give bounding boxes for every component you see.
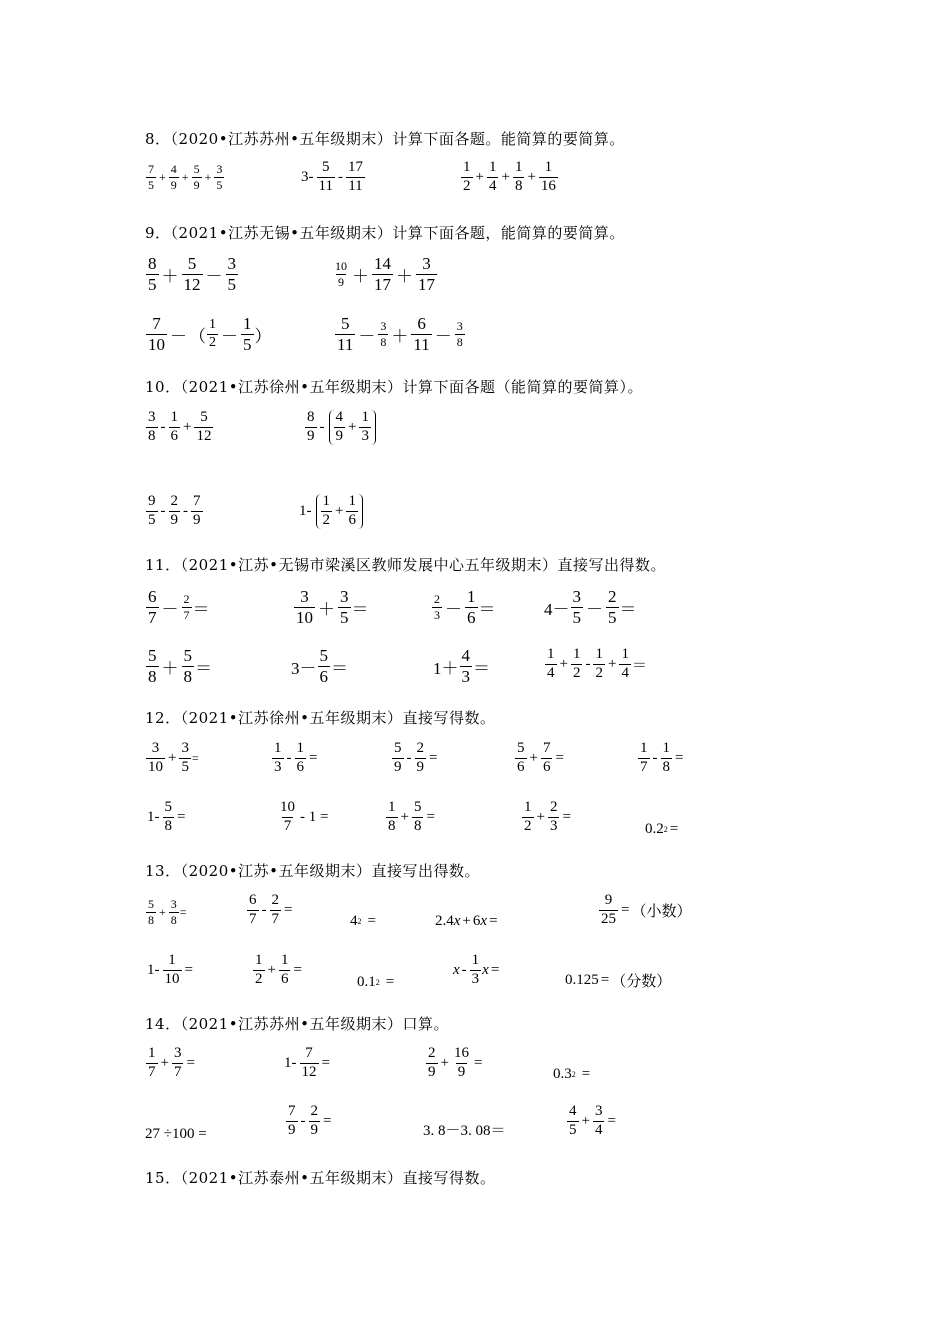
question-14: 14．（2021•江苏苏州•五年级期末）口算。 [145, 1015, 449, 1033]
q13-expr-1: 5 8 + $\frac{3}{8}$ = [148, 897, 187, 927]
q14-expr-5: 27 ÷100 = [145, 1126, 207, 1142]
q12-expr-3: 5 9 - $\frac{2}{9}$ = [394, 740, 438, 775]
question-13: 13．（2020•江苏•五年级期末）直接写出得数。 [145, 862, 480, 880]
q12-expr-4: 5 6 + $\frac{7}{6}$ = [517, 740, 564, 775]
question-15: 15．（2021•江苏泰州•五年级期末）直接写得数。 [145, 1169, 496, 1187]
q13-expr-6: 1- $\frac{1}{10}$ = [147, 952, 193, 987]
q12-expr-7: 10 7 - 1 = [280, 799, 329, 834]
q8-expr-3: 1 2 + $\frac{1}{4}$ + $\frac{1}{8}$ + $\frac{1}{16}$ [463, 159, 556, 194]
q11-expr-6: 3－ 5 6 ＝ [291, 646, 348, 686]
q13-expr-8: 0.1 2 = [357, 974, 395, 990]
q9-expr-3: 7 10 － （ 1 2 － 1 5 ） [148, 314, 272, 354]
q10-expr-2: 8 9 - 4 9 + $\frac{1}{3}$ [304, 410, 378, 445]
q13-expr-7: 1 2 + $\frac{1}{6}$ = [255, 952, 302, 987]
q14-expr-1: 1 7 + $\frac{3}{7}$ = [148, 1045, 195, 1080]
q14-expr-3: 2 9 + $\frac{16}{9}$ = [428, 1045, 483, 1080]
q13-expr-3: 4 2 = [350, 913, 376, 929]
question-8: 8．（2020•江苏苏州•五年级期末）计算下面各题。能简算的要简算。 [145, 130, 625, 148]
question-11: 11．（2021•江苏•无锡市梁溪区教师发展中心五年级期末）直接写出得数。 [145, 556, 666, 574]
q11-expr-8: 1 4 + $\frac{1}{2}$ - 1 2 + $\frac{1}{4}$ ＝ [547, 646, 647, 681]
q9-expr-2: 10 9 ＋ 14 17 ＋ 3 17 [335, 254, 435, 294]
q14-expr-7: 3. 8－3. 08＝ [423, 1123, 506, 1139]
q11-expr-3: 2 3 － 1 6 ＝ [434, 587, 496, 627]
q12-expr-10: 0.2 2 = [645, 821, 679, 837]
q8-expr-2: 3- 5 11 - 17 11 [301, 159, 363, 194]
q12-expr-6: 1- $\frac{5}{8}$ = [147, 799, 186, 834]
q10-expr-3: 9 5 - 2 9 - 7 9 [148, 493, 201, 528]
question-10: 10．（2021•江苏徐州•五年级期末）计算下面各题（能简算的要简算）。 [145, 378, 643, 396]
q13-expr-4: 2.4 x + 6 x = [435, 913, 498, 929]
q10-expr-4: 1- 1 2 + $\frac{1}{6}$ [297, 494, 365, 529]
q8-expr-1: 7 5 + $\frac{4}{9}$ + $\frac{5}{9}$ + $\frac{3}{5}$ [148, 162, 223, 192]
q12-expr-9: 1 2 + $\frac{2}{3}$ = [524, 799, 571, 834]
q13-expr-10: 0.125 = （分数） [565, 972, 672, 990]
q14-expr-6: 7 9 - $\frac{2}{9}$ = [288, 1103, 332, 1138]
q13-expr-9: x - 1 3 x = [453, 952, 500, 987]
q12-expr-8: 1 8 + $\frac{5}{8}$ = [388, 799, 435, 834]
q14-expr-2: 1- $\frac{7}{12}$ = [284, 1045, 330, 1080]
q11-expr-2: 3 10 ＋ 3 5 ＝ [296, 587, 369, 627]
q11-expr-4: 4－ 3 5 － 2 5 ＝ [544, 587, 637, 627]
q12-expr-5: 1 7 - $\frac{1}{8}$ = [640, 740, 684, 775]
q11-expr-7: 1＋ 4 3 ＝ [433, 646, 490, 686]
q9-expr-1: 8 5 ＋ 5 12 － 3 5 [148, 254, 236, 294]
question-9: 9．（2021•江苏无锡•五年级期末）计算下面各题，能简算的要简算。 [145, 224, 625, 242]
q13-expr-5: $\frac{9}{25}$ = （小数） [601, 892, 692, 927]
q9-expr-4: 5 11 － 3 8 ＋ 6 11 － 3 8 [337, 314, 463, 354]
q10-expr-1: 3 8 - 1 6 + $\frac{5}{12}$ [148, 409, 212, 444]
q11-expr-1: 6 7 － 2 7 ＝ [148, 587, 210, 627]
question-12: 12．（2021•江苏徐州•五年级期末）直接写得数。 [145, 709, 496, 727]
q14-expr-4: 0.3 2 = [553, 1066, 591, 1082]
q12-expr-1: 3 10 + $\frac{3}{5}$ = [148, 740, 199, 775]
q11-expr-5: 5 8 ＋ 5 8 ＝ [148, 646, 212, 686]
q13-expr-2: 6 7 - $\frac{2}{7}$ = [249, 892, 293, 927]
q12-expr-2: 1 3 - $\frac{1}{6}$ = [274, 740, 318, 775]
q14-expr-8: 4 5 + $\frac{3}{4}$ = [569, 1103, 616, 1138]
